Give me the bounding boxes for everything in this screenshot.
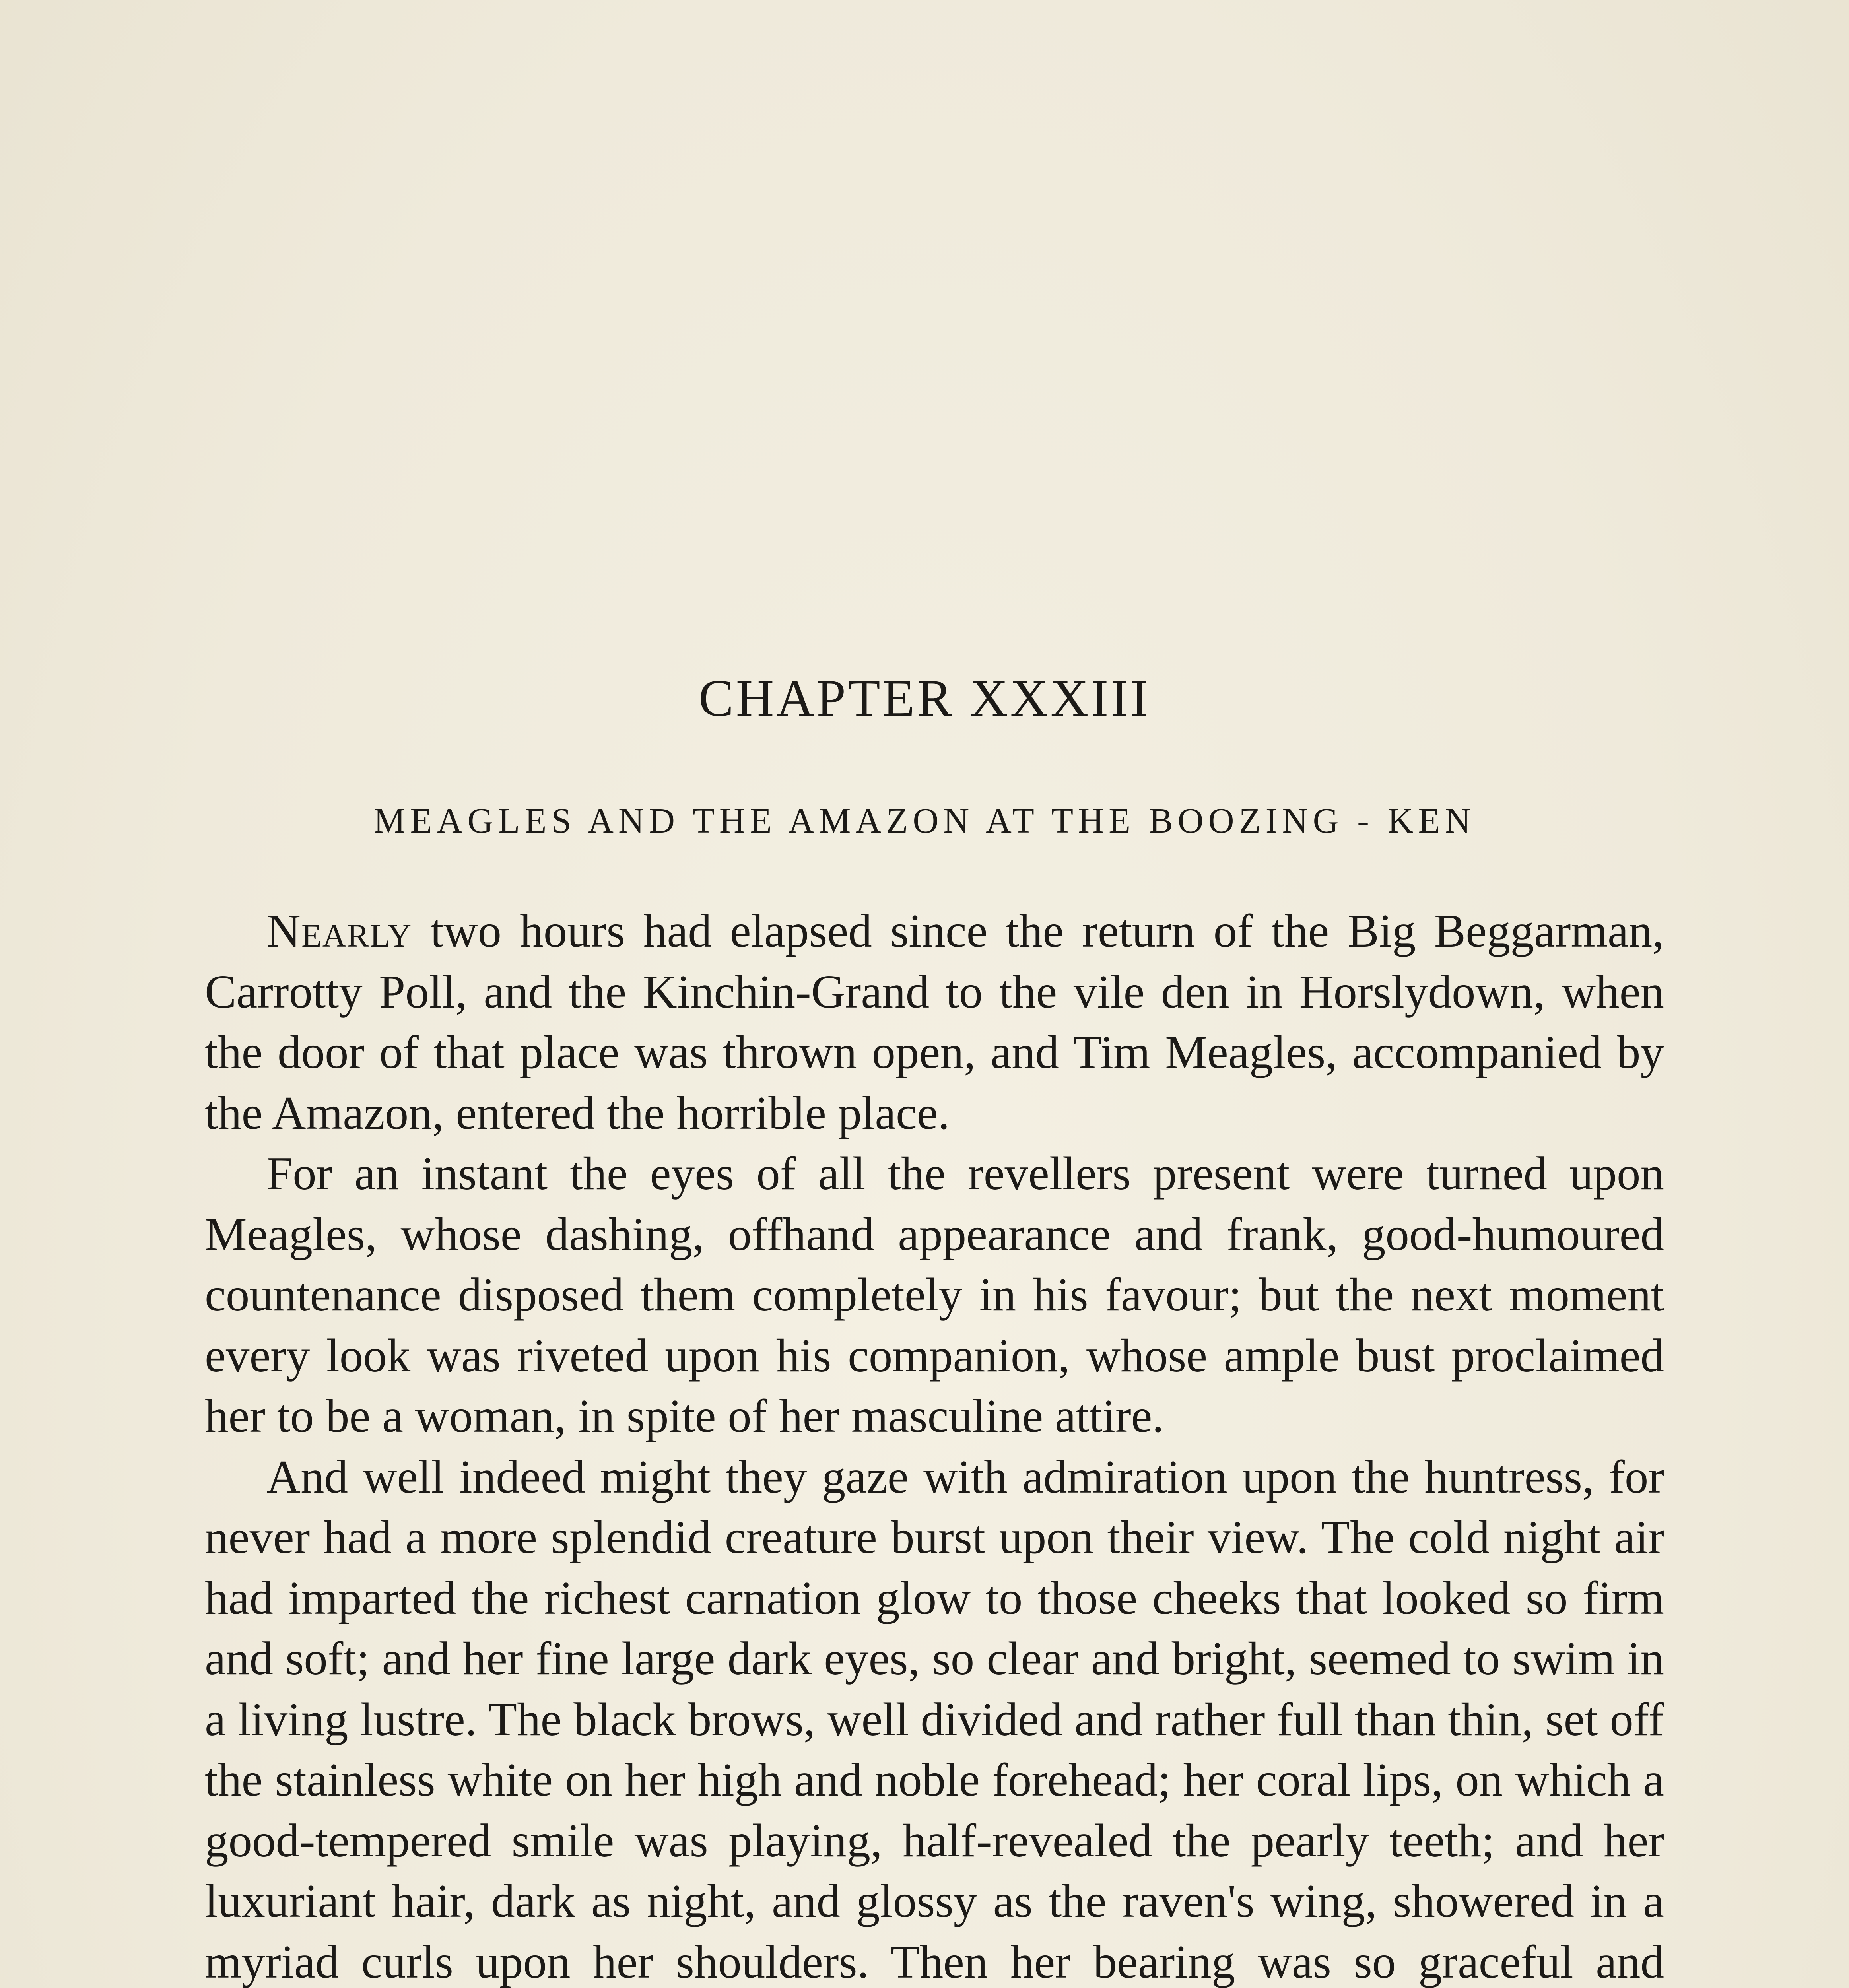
chapter-subtitle: MEAGLES AND THE AMAZON AT THE BOOZING - KEN	[373, 801, 1476, 841]
paragraph-text: For an instant the eyes of all the revellers present were turned upon Meagles, whose dashing, offhand appearance and frank, good-humoured countenance disposed them completely in his favour; but the next moment every look was riveted upon his companion, whose ample bust proclaimed her to be a woman, in spite of her masculine attire.	[205, 1147, 1664, 1442]
chapter-title: CHAPTER XXXIII	[698, 669, 1151, 727]
chapter-body	[205, 901, 1664, 1988]
paragraph	[205, 901, 1664, 1143]
paragraph-text: And well indeed might they gaze with admiration upon the huntress, for never had a more splendid creature burst upon their view. The cold night air had imparted the richest carnation glow to those cheeks that looked so firm and soft; and her fine large dark eyes, so clear and bright, seemed to swim in a living lustre. The black brows, well divided and rather full than thin, set off the stainless white on her high and noble forehead; her coral lips, on which a good-tempered smile was playing, half-revealed the pearly teeth; and her luxuriant hair, dark as night, and glossy as the raven's wing, showered in a myriad curls upon her shoulders. Then her bearing was so graceful and	[205, 1450, 1664, 1988]
paragraph	[205, 1143, 1664, 1446]
paragraph-text: two hours had elapsed since the return of the Big Beggarman, Carrotty Poll, and the Kinchin-Grand to the vile den in Horslydown, when the door of that place was thrown open, and Tim Meagles, accompanied by the Amazon, entered the horrible place.	[205, 905, 1664, 1139]
paragraph	[205, 1446, 1664, 1988]
first-word: Nearly	[266, 905, 412, 957]
